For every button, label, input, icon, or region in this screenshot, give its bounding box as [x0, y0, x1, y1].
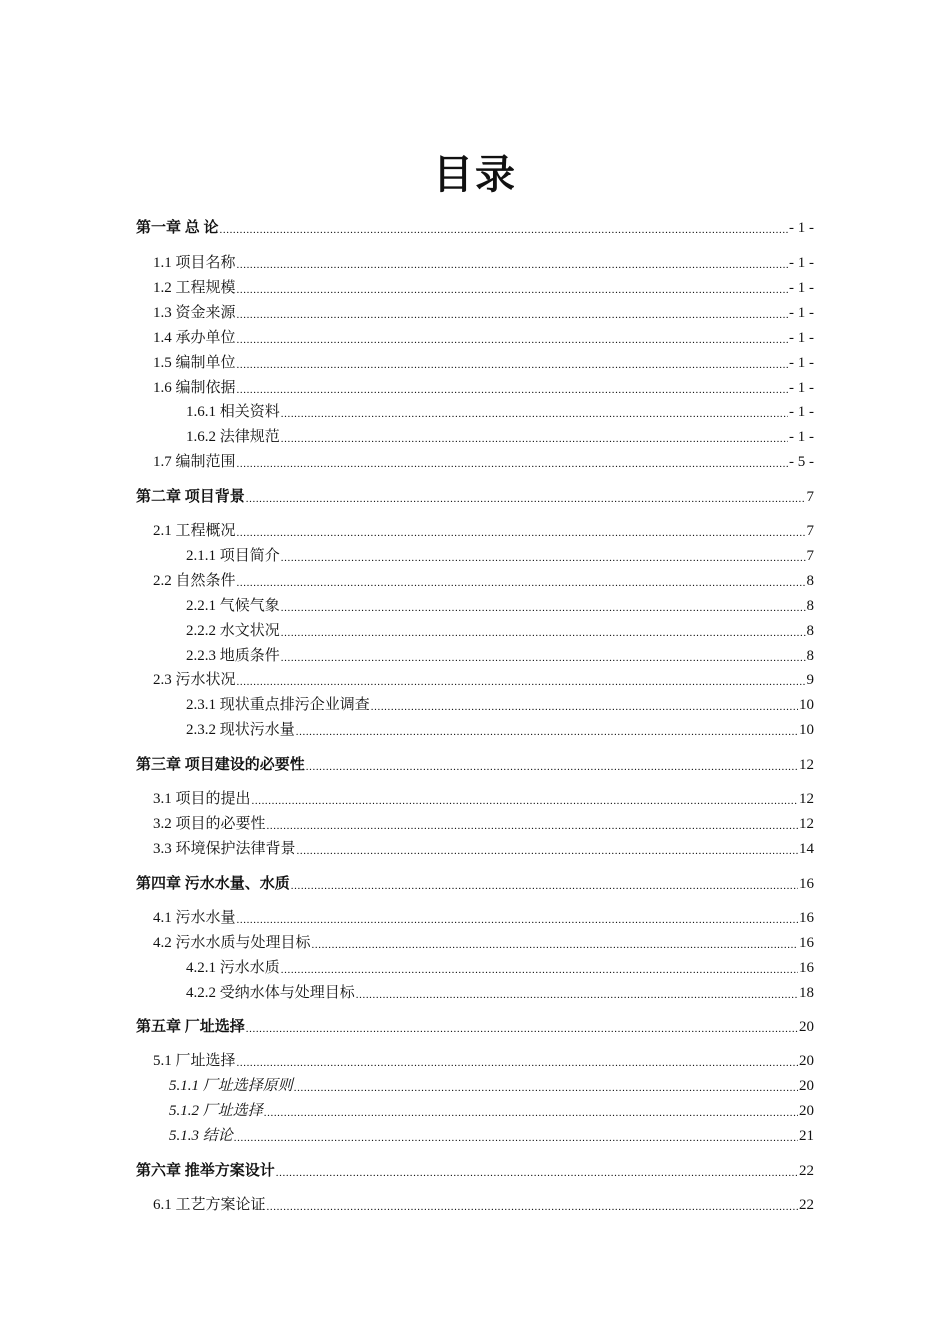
toc-entry-1-6-2[interactable] — [136, 425, 814, 447]
toc-page: 8 — [806, 598, 814, 614]
toc-label: 2.1 工程概况 — [153, 523, 236, 539]
dot-leader — [237, 1055, 798, 1071]
toc-label: 5.1.2 厂址选择 — [169, 1103, 263, 1119]
dot-leader — [276, 1165, 798, 1181]
toc-entry-4-1[interactable] — [136, 906, 814, 928]
toc-entry-2-2-1[interactable] — [136, 594, 814, 616]
dot-leader — [237, 575, 806, 591]
toc-entry-chapter-2[interactable] — [136, 485, 814, 507]
toc-label: 第三章 项目建设的必要性 — [136, 757, 305, 773]
toc-label: 第六章 推举方案设计 — [136, 1163, 275, 1179]
dot-leader — [267, 818, 798, 834]
dot-leader — [267, 1199, 798, 1215]
dot-leader — [246, 1021, 798, 1037]
toc-page: 22 — [799, 1197, 814, 1213]
toc-label: 1.1 项目名称 — [153, 255, 236, 271]
dot-leader — [297, 843, 798, 859]
toc-label: 1.3 资金来源 — [153, 305, 236, 321]
toc-page: 7 — [806, 548, 814, 564]
toc-label: 2.3.1 现状重点排污企业调查 — [186, 697, 370, 713]
toc-label: 4.2.1 污水水质 — [186, 960, 280, 976]
dot-leader — [281, 550, 806, 566]
toc-page: 7 — [806, 523, 814, 539]
toc-page: 16 — [799, 910, 814, 926]
toc-label: 3.3 环境保护法律背景 — [153, 841, 296, 857]
toc-label: 2.2 自然条件 — [153, 573, 236, 589]
dot-leader — [281, 650, 806, 666]
toc-page: 16 — [799, 935, 814, 951]
toc-entry-2-2-2[interactable] — [136, 619, 814, 641]
toc-page: - 1 - — [789, 220, 814, 236]
toc-page: - 1 - — [789, 404, 814, 420]
toc-entry-5-1-2[interactable] — [136, 1099, 814, 1121]
toc-label: 2.1.1 项目简介 — [186, 548, 280, 564]
toc-label: 2.2.1 气候气象 — [186, 598, 280, 614]
dot-leader — [237, 456, 788, 472]
toc-label: 5.1 厂址选择 — [153, 1053, 236, 1069]
toc-entry-2-1[interactable] — [136, 519, 814, 541]
toc-label: 4.2 污水水质与处理目标 — [153, 935, 311, 951]
toc-label: 1.6 编制依据 — [153, 380, 236, 396]
toc-label: 1.7 编制范围 — [153, 454, 236, 470]
toc-entry-1-7[interactable] — [136, 450, 814, 472]
toc-label: 2.2.3 地质条件 — [186, 648, 280, 664]
toc-label: 1.6.1 相关资料 — [186, 404, 280, 420]
toc-page: - 1 - — [789, 305, 814, 321]
toc-page: 7 — [806, 489, 814, 505]
toc-page: - 1 - — [789, 330, 814, 346]
toc-label: 2.3.2 现状污水量 — [186, 722, 295, 738]
page-title: 目录 — [433, 152, 517, 197]
toc-page: 18 — [799, 985, 814, 1001]
dot-leader — [237, 282, 788, 298]
dot-leader — [281, 625, 806, 641]
toc-entry-2-3-1[interactable] — [136, 693, 814, 715]
toc-label: 2.2.2 水文状况 — [186, 623, 280, 639]
toc-entry-chapter-3[interactable] — [136, 753, 814, 775]
toc-entry-5-1[interactable] — [136, 1049, 814, 1071]
table-of-contents — [136, 0, 814, 1344]
toc-page: 8 — [806, 573, 814, 589]
toc-page: 10 — [799, 722, 814, 738]
dot-leader — [237, 257, 788, 273]
toc-entry-2-3[interactable] — [136, 668, 814, 690]
toc-page: 21 — [799, 1128, 814, 1144]
dot-leader — [237, 332, 788, 348]
toc-page: - 1 - — [789, 380, 814, 396]
toc-label: 1.5 编制单位 — [153, 355, 236, 371]
toc-entry-1-2[interactable] — [136, 276, 814, 298]
dot-leader — [294, 1080, 798, 1096]
toc-page: 12 — [799, 757, 814, 773]
dot-leader — [246, 491, 806, 507]
dot-leader — [281, 600, 806, 616]
dot-leader — [281, 431, 788, 447]
toc-entry-5-1-3[interactable] — [136, 1124, 814, 1146]
toc-page: - 1 - — [789, 255, 814, 271]
dot-leader — [356, 987, 798, 1003]
toc-label: 5.1.1 厂址选择原则 — [169, 1078, 293, 1094]
toc-label: 1.4 承办单位 — [153, 330, 236, 346]
toc-page: 20 — [799, 1103, 814, 1119]
toc-page: 12 — [799, 816, 814, 832]
toc-entry-3-2[interactable] — [136, 812, 814, 834]
dot-leader — [371, 699, 798, 715]
toc-entry-chapter-1[interactable] — [136, 216, 814, 238]
dot-leader — [312, 937, 798, 953]
toc-label: 5.1.3 结论 — [169, 1128, 233, 1144]
toc-label: 1.6.2 法律规范 — [186, 429, 280, 445]
toc-entry-1-1[interactable] — [136, 251, 814, 273]
toc-label: 4.1 污水水量 — [153, 910, 236, 926]
toc-entry-1-6[interactable] — [136, 376, 814, 398]
dot-leader — [281, 406, 788, 422]
toc-page: 16 — [799, 876, 814, 892]
toc-page: 20 — [799, 1053, 814, 1069]
toc-label: 第一章 总 论 — [136, 220, 219, 236]
toc-entry-1-3[interactable] — [136, 301, 814, 323]
toc-entry-1-4[interactable] — [136, 326, 814, 348]
toc-page: 20 — [799, 1078, 814, 1094]
toc-entry-chapter-4[interactable] — [136, 872, 814, 894]
toc-label: 2.3 污水状况 — [153, 672, 236, 688]
toc-label: 第五章 厂址选择 — [136, 1019, 245, 1035]
dot-leader — [281, 962, 798, 978]
toc-label: 6.1 工艺方案论证 — [153, 1197, 266, 1213]
toc-label: 第四章 污水水量、水质 — [136, 876, 290, 892]
toc-page: 16 — [799, 960, 814, 976]
dot-leader — [237, 912, 798, 928]
dot-leader — [237, 357, 788, 373]
toc-entry-chapter-6[interactable] — [136, 1159, 814, 1181]
dot-leader — [237, 674, 806, 690]
toc-label: 1.2 工程规模 — [153, 280, 236, 296]
dot-leader — [264, 1105, 798, 1121]
toc-entry-4-2-2[interactable] — [136, 981, 814, 1003]
toc-page: 12 — [799, 791, 814, 807]
dot-leader — [252, 793, 798, 809]
dot-leader — [234, 1130, 798, 1146]
toc-page: 9 — [806, 672, 814, 688]
dot-leader — [291, 878, 798, 894]
toc-entry-4-2-1[interactable] — [136, 956, 814, 978]
dot-leader — [220, 222, 788, 238]
toc-page: 8 — [806, 623, 814, 639]
dot-leader — [237, 382, 788, 398]
toc-page: - 1 - — [789, 280, 814, 296]
toc-entry-3-3[interactable] — [136, 837, 814, 859]
toc-entry-6-1[interactable] — [136, 1193, 814, 1215]
dot-leader — [306, 759, 798, 775]
dot-leader — [237, 307, 788, 323]
toc-page: - 1 - — [789, 355, 814, 371]
dot-leader — [296, 724, 798, 740]
toc-entry-2-1-1[interactable] — [136, 544, 814, 566]
toc-page: 10 — [799, 697, 814, 713]
toc-entry-5-1-1[interactable] — [136, 1074, 814, 1096]
toc-entry-2-2[interactable] — [136, 569, 814, 591]
toc-page: 14 — [799, 841, 814, 857]
toc-page: 8 — [806, 648, 814, 664]
toc-page: - 1 - — [789, 429, 814, 445]
toc-entry-3-1[interactable] — [136, 787, 814, 809]
toc-page: 22 — [799, 1163, 814, 1179]
toc-page: 20 — [799, 1019, 814, 1035]
toc-label: 第二章 项目背景 — [136, 489, 245, 505]
toc-entry-1-5[interactable] — [136, 351, 814, 373]
toc-entry-1-6-1[interactable] — [136, 400, 814, 422]
toc-label: 3.2 项目的必要性 — [153, 816, 266, 832]
toc-entry-2-3-2[interactable] — [136, 718, 814, 740]
toc-label: 3.1 项目的提出 — [153, 791, 251, 807]
dot-leader — [237, 525, 806, 541]
toc-entry-chapter-5[interactable] — [136, 1015, 814, 1037]
toc-entry-2-2-3[interactable] — [136, 644, 814, 666]
toc-entry-4-2[interactable] — [136, 931, 814, 953]
toc-label: 4.2.2 受纳水体与处理目标 — [186, 985, 355, 1001]
toc-page: - 5 - — [789, 454, 814, 470]
